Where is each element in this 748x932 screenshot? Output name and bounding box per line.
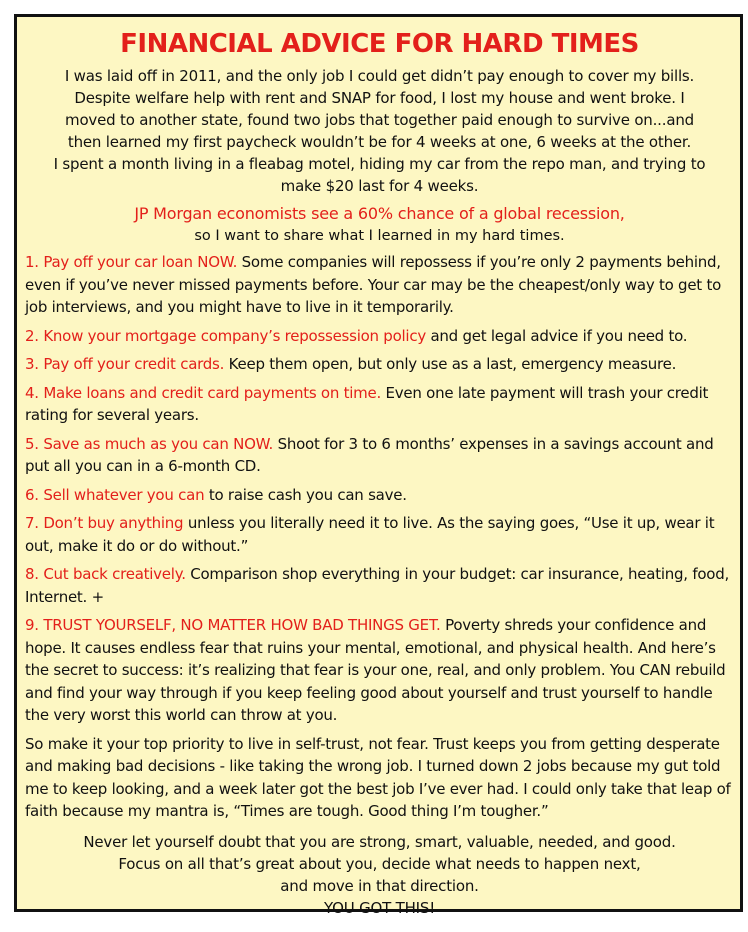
tip-item — [25, 614, 734, 727]
tip-item — [25, 484, 734, 507]
tip-lead: 2. Know your mortgage company’s repossession policy — [25, 326, 426, 345]
tip-item — [25, 512, 734, 557]
tip-text: Even one late payment will trash your credit rating for several years. — [25, 383, 709, 424]
outro-line: YOU GOT THIS! — [323, 898, 436, 917]
tip-lead: 4. Make loans and credit card payments on time. — [25, 383, 382, 402]
closing-text: So make it your top priority to live in self-trust, not fear. Trust keeps you from getting desperate and making bad decisions - like taking the wrong job. I turned down 2 jobs because my gut told me to keep looking, and a week later got the best job I’ve ever had. I could only take that leap of faith because my mantra is, “Times are tough. Good thing I’m tougher.” — [25, 734, 731, 820]
outro-line: Focus on all that’s great about you, decide what needs to happen next, — [118, 854, 641, 873]
tip-text: Keep them open, but only use as a last, emergency measure. — [224, 355, 677, 373]
tip-text: Poverty shreds your confidence and hope. It causes endless fear that ruins your mental, emotional, and physical health. And here’s the secret to success: it’s realizing that fear is your one, real, and only problem. You CAN rebuild and find your way through if you keep feeling good about yourself and trust yourself to handle the very worst this world can throw at you. — [25, 616, 726, 724]
intro-line: make $20 last for 4 weeks. — [280, 177, 479, 195]
tip-lead: 9. TRUST YOURSELF, NO MATTER HOW BAD THINGS GET. — [25, 616, 441, 634]
tip-item — [25, 251, 734, 319]
intro-line: I spent a month living in a fleabag motel, hiding my car from the repo man, and trying to — [53, 155, 706, 173]
tip-lead: 8. Cut back creatively. — [25, 565, 186, 583]
tips-list — [25, 251, 734, 727]
closing-paragraph — [25, 733, 734, 823]
tip-text: and get legal advice if you need to. — [425, 326, 688, 345]
tip-item — [25, 353, 734, 376]
intro-paragraph — [25, 65, 734, 197]
intro-line: moved to another state, found two jobs that together paid enough to survive on...and — [65, 111, 694, 129]
tip-item — [25, 563, 734, 608]
tip-lead: 5. Save as much as you can NOW. — [25, 434, 274, 453]
outro-line: and move in that direction. — [280, 876, 479, 895]
outro-line: Never let yourself doubt that you are strong, smart, valuable, needed, and good. — [83, 832, 676, 851]
recession-headline: JP Morgan economists see a 60% chance of a global recession, — [134, 204, 625, 223]
tip-text: unless you literally need it to live. As the saying goes, “Use it up, wear it out, make it do or do without.” — [25, 514, 715, 555]
poster-title: FINANCIAL ADVICE FOR HARD TIMES — [120, 29, 639, 59]
outro-block — [25, 831, 734, 919]
tip-lead: 3. Pay off your credit cards. — [25, 355, 225, 373]
advice-poster — [14, 14, 743, 917]
tip-text: to raise cash you can save. — [204, 485, 407, 504]
tip-lead: 6. Sell whatever you can — [25, 485, 205, 504]
recession-note — [25, 203, 734, 247]
tip-text: Comparison shop everything in your budget: car insurance, heating, food, Internet. + — [25, 565, 729, 606]
intro-line: Despite welfare help with rent and SNAP for food, I lost my house and went broke. I — [74, 89, 685, 107]
tip-item — [25, 325, 734, 348]
tip-text: Some companies will repossess if you’re only 2 payments behind, even if you’ve never missed payments before. Your car may be the cheapest/only way to get to job interviews, and you might have to live in it temporarily. — [25, 253, 722, 316]
tip-lead: 1. Pay off your car loan NOW. — [25, 253, 238, 271]
tip-item — [25, 433, 734, 478]
tip-lead: 7. Don’t buy anything — [25, 514, 184, 532]
recession-subline: so I want to share what I learned in my hard times. — [194, 228, 565, 244]
tip-item — [25, 382, 734, 427]
intro-line: then learned my first paycheck wouldn’t be for 4 weeks at one, 6 weeks at the other. — [67, 133, 692, 151]
intro-line: I was laid off in 2011, and the only job I could get didn’t pay enough to cover my bills. — [64, 67, 695, 85]
tip-text: Shoot for 3 to 6 months’ expenses in a savings account and put all you can in a 6-month CD. — [25, 434, 714, 475]
